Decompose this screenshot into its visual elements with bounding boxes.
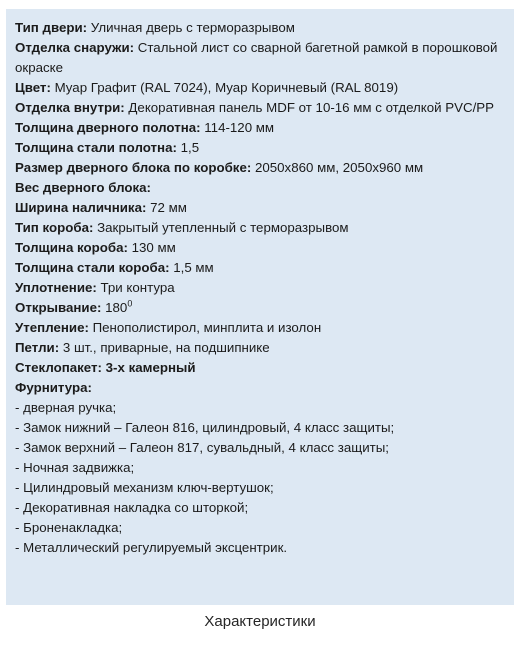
hardware-item-handle: - дверная ручка; [15, 400, 117, 415]
hardware-item-eccentric: - Металлический регулируемый эксцентрик. [15, 540, 288, 555]
spec-block-weight: Вес дверного блока: [15, 180, 151, 195]
image-caption: Характеристики [204, 613, 316, 630]
spec-opening: Открывание: $180^0$ [15, 298, 133, 315]
hardware-item-cylinder: - Цилиндровый механизм ключ-вертушок; [15, 480, 274, 495]
hardware-item-lower-lock: - Замок нижний – Галеон 816, цилиндровый, 4 класс защиты; [15, 420, 395, 435]
spec-block-size: Размер дверного блока по коробке: 2050х860 мм, 2050х960 мм [15, 160, 424, 175]
hardware-item-armor-plate: - Броненакладка; [15, 520, 123, 535]
spec-leaf-thickness: Толщина дверного полотна: 114-120 мм [15, 120, 275, 135]
hardware-item-night-latch: - Ночная задвижка; [15, 460, 135, 475]
spec-card [6, 9, 514, 605]
spec-casing-width: Ширина наличника: 72 мм [15, 200, 187, 215]
degree-superscript: 0 [127, 298, 133, 309]
spec-frame-steel-thickness: Толщина стали короба: 1,5 мм [15, 260, 214, 275]
spec-frame-thickness: Толщина короба: 130 мм [15, 240, 176, 255]
spec-color: Цвет: Муар Графит (RAL 7024), Муар Коричневый (RAL 8019) [15, 80, 399, 95]
spec-door-type: Тип двери: Уличная дверь с терморазрывом [15, 20, 295, 35]
hardware-title: Фурнитура: [15, 380, 92, 395]
spec-exterior-finish: Отделка снаружи: Стальной лист со сварной багетной рамкой в порошковой окраске [15, 40, 498, 75]
spec-interior-finish: Отделка внутри: Декоративная панель MDF от 10-16 мм с отделкой PVC/PP [15, 100, 495, 115]
spec-frame-type: Тип короба: Закрытый утепленный с терморазрывом [15, 220, 349, 235]
spec-hinges: Петли: 3 шт., приварные, на подшипнике [15, 340, 270, 355]
spec-glass-unit: Стеклопакет: 3-х камерный [15, 360, 196, 375]
hardware-item-escutcheon: - Декоративная накладка со шторкой; [15, 500, 249, 515]
spec-insulation: Утепление: Пенополистирол, минплита и изолон [15, 320, 322, 335]
spec-sealing: Уплотнение: Три контура [15, 280, 175, 295]
hardware-item-upper-lock: - Замок верхний – Галеон 817, сувальдный, 4 класс защиты; [15, 440, 389, 455]
spec-leaf-steel-thickness: Толщина стали полотна: 1,5 [15, 140, 200, 155]
